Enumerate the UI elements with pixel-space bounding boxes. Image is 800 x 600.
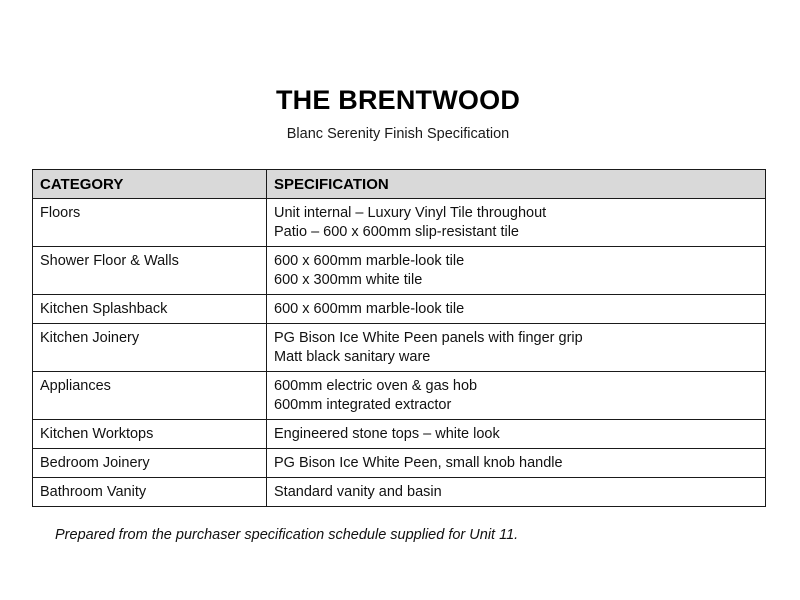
spec-line: Engineered stone tops – white look <box>274 426 500 442</box>
table-row <box>33 295 766 324</box>
category-cell: Bedroom Joinery <box>33 449 267 478</box>
table-row <box>33 199 766 247</box>
spec-line: 600 x 600mm marble-look tile <box>274 301 465 317</box>
category-cell: Appliances <box>33 372 267 420</box>
header-specification: SPECIFICATION <box>267 170 766 199</box>
spec-line: 600 x 300mm white tile <box>274 272 423 288</box>
spec-line: Matt black sanitary ware <box>274 349 431 365</box>
header-category: CATEGORY <box>33 170 267 199</box>
category-cell: Bathroom Vanity <box>33 478 267 507</box>
document-subtitle: Blanc Serenity Finish Specification <box>286 126 510 142</box>
table-row <box>33 324 766 372</box>
spec-cell <box>267 295 766 324</box>
spec-line: Unit internal – Luxury Vinyl Tile throughout <box>274 205 547 221</box>
specification-table <box>32 169 766 507</box>
category-cell: Floors <box>33 199 267 247</box>
table-header-row <box>33 170 766 199</box>
spec-cell <box>267 420 766 449</box>
spec-cell <box>267 324 766 372</box>
table-row <box>33 372 766 420</box>
footnote: Prepared from the purchaser specification schedule supplied for Unit 11. <box>55 527 519 543</box>
spec-line: 600mm integrated extractor <box>274 397 452 413</box>
table-row <box>33 478 766 507</box>
table-row <box>33 247 766 295</box>
spec-line: Standard vanity and basin <box>274 484 442 500</box>
document-title: THE BRENTWOOD <box>275 85 521 115</box>
category-cell: Shower Floor & Walls <box>33 247 267 295</box>
table-row <box>33 449 766 478</box>
spec-line: 600mm electric oven & gas hob <box>274 378 478 394</box>
spec-cell <box>267 199 766 247</box>
category-cell: Kitchen Worktops <box>33 420 267 449</box>
spec-line: Patio – 600 x 600mm slip-resistant tile <box>274 224 519 240</box>
spec-line: 600 x 600mm marble-look tile <box>274 253 465 269</box>
table-row <box>33 420 766 449</box>
spec-cell <box>267 449 766 478</box>
spec-cell <box>267 372 766 420</box>
spec-cell <box>267 478 766 507</box>
category-cell: Kitchen Joinery <box>33 324 267 372</box>
spec-line: PG Bison Ice White Peen, small knob handle <box>274 455 563 471</box>
spec-cell <box>267 247 766 295</box>
category-cell: Kitchen Splashback <box>33 295 267 324</box>
spec-line: PG Bison Ice White Peen panels with finger grip <box>274 330 583 346</box>
